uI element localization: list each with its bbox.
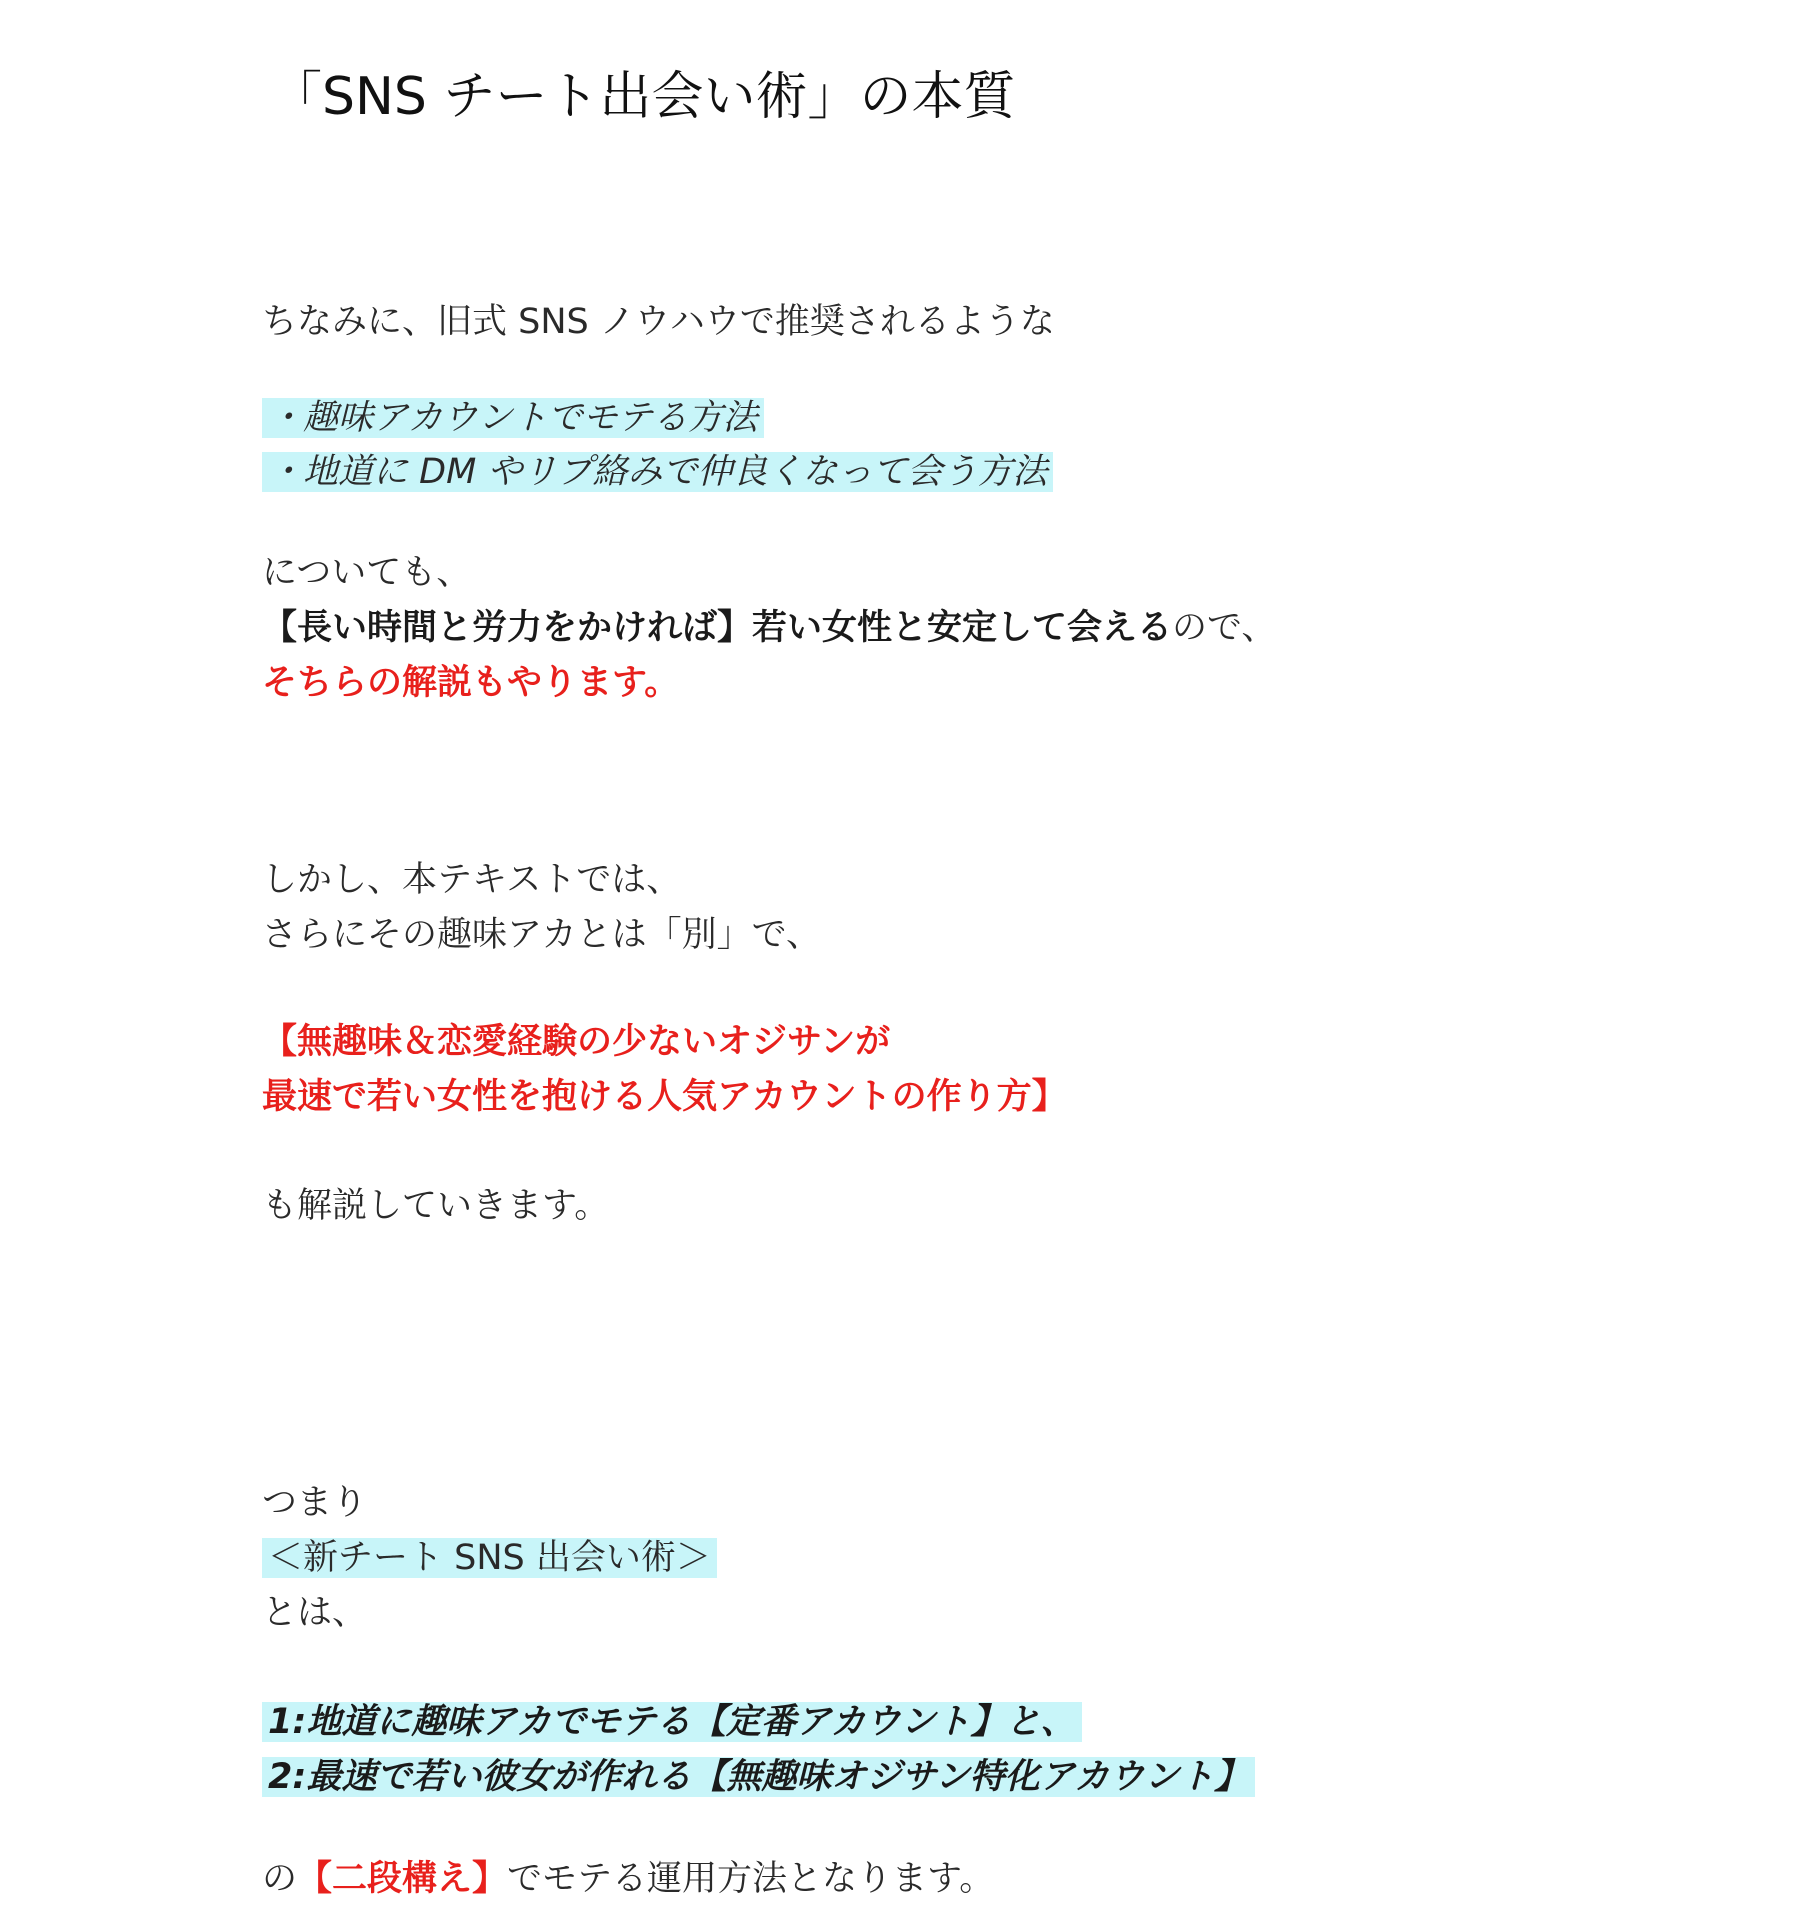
red-emphasis-line: そちらの解説もやります。 [262, 663, 680, 703]
paragraph-text: の [262, 1859, 298, 1899]
paragraph-line: つまり [262, 1483, 368, 1523]
red-emphasis-line: 最速で若い女性を抱ける人気アカウントの作り方】 [262, 1077, 1067, 1117]
paragraph-text: ので、 [1172, 608, 1277, 648]
bold-emphasis: 【長い時間と労力をかければ】若い女性と安定して会える [262, 608, 1173, 648]
paragraph-text: でモテる運用方法となります。 [507, 1859, 995, 1899]
list-item [262, 1695, 1082, 1749]
red-emphasis-line: 【無趣味＆恋愛経験の少ないオジサンが [262, 1022, 891, 1062]
highlighted-list-text: 2:最速で若い彼女が作れる【無趣味オジサン特化アカウント】 [262, 1757, 1255, 1797]
paragraph-line [262, 601, 1276, 655]
list-item [262, 445, 1053, 499]
closing-line [262, 1852, 994, 1906]
highlighted-list-text: 1:地道に趣味アカでモテる【定番アカウント】と、 [262, 1702, 1082, 1742]
paragraph-line: とは、 [262, 1593, 368, 1633]
paragraph-line: さらにその趣味アカとは「別」で、 [262, 915, 821, 955]
page-title: 「SNS チート出会い術」の本質 [270, 67, 1016, 127]
intro-paragraph: ちなみに、旧式 SNS ノウハウで推奨されるような [262, 302, 1055, 342]
paragraph-line: も解説していきます。 [262, 1186, 610, 1226]
highlighted-list-text: ・趣味アカウントでモテる方法 [262, 398, 764, 438]
paragraph-line: についても、 [262, 553, 472, 593]
list-item [262, 391, 764, 445]
highlighted-list-text: ・地道に DM やリプ絡みで仲良くなって会う方法 [262, 452, 1053, 492]
highlight-line [262, 1531, 717, 1585]
list-item [262, 1750, 1255, 1804]
red-emphasis: 【二段構え】 [297, 1859, 508, 1899]
paragraph-line: しかし、本テキストでは、 [262, 860, 682, 900]
highlighted-heading-text: ＜新チート SNS 出会い術＞ [262, 1538, 717, 1578]
